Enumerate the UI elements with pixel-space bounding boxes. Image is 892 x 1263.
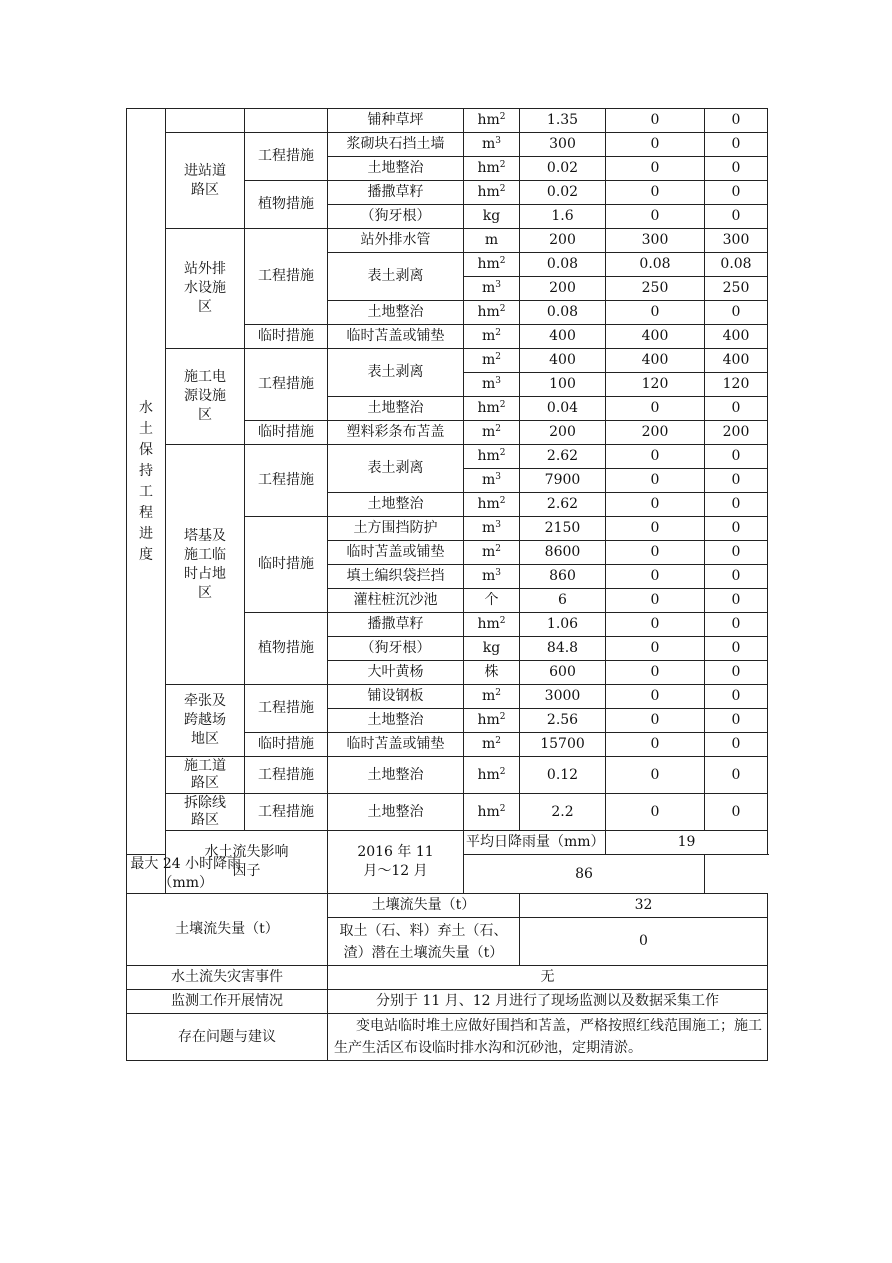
value-cell: 0: [705, 589, 768, 613]
value-cell: 0.08: [705, 253, 768, 277]
value-cell: 200: [520, 421, 606, 445]
value-cell: 400: [520, 325, 606, 349]
value-cell: 0: [606, 733, 705, 757]
monitor-value: 分别于 11 月、12 月进行了现场监测以及数据采集工作: [328, 990, 768, 1014]
value-cell: 400: [606, 349, 705, 373]
value-cell: 0: [705, 181, 768, 205]
value-cell: 0: [606, 517, 705, 541]
item-cell: （狗牙根）: [328, 637, 464, 661]
section-char: 程: [139, 504, 153, 521]
unit-cell: $hm^2$: [464, 794, 520, 831]
value-cell: 0: [606, 613, 705, 637]
value-cell: 300: [520, 133, 606, 157]
unit-cell: $m^2$: [464, 733, 520, 757]
item-cell: 铺设钢板: [328, 685, 464, 709]
value-cell: 200: [606, 421, 705, 445]
type-cell: 临时措施: [245, 517, 328, 613]
value-cell: 7900: [520, 469, 606, 493]
issues-value: 变电站临时堆土应做好围挡和苫盖，严格按照红线范围施工；施工生产生活区布设临时排水沟和沉砂池，定期清淤。: [328, 1014, 768, 1061]
item-cell: 填土编织袋拦挡: [328, 565, 464, 589]
value-cell: 250: [705, 277, 768, 301]
type-cell: 工程措施: [245, 229, 328, 325]
table-row: [127, 757, 768, 794]
unit-cell: $hm^2$: [464, 109, 520, 133]
value-cell: 0: [606, 637, 705, 661]
item-cell: （狗牙根）: [328, 205, 464, 229]
section-label-text: [129, 398, 163, 566]
area-cell: 站外排水设施区: [166, 229, 245, 349]
table-row: [127, 966, 768, 990]
soil-conservation-progress-table: [126, 108, 768, 1061]
value-cell: 0: [606, 493, 705, 517]
value-cell: 0: [606, 541, 705, 565]
value-cell: 400: [705, 349, 768, 373]
unit-cell: $hm^2$: [464, 253, 520, 277]
section-label: [127, 109, 166, 855]
value-cell: 84.8: [520, 637, 606, 661]
type-cell: [245, 109, 328, 133]
unit-cell: m: [464, 229, 520, 253]
unit-cell: $m^2$: [464, 421, 520, 445]
item-cell: 站外排水管: [328, 229, 464, 253]
area-cell: [166, 109, 245, 133]
value-cell: 0: [606, 589, 705, 613]
unit-cell: $hm^2$: [464, 181, 520, 205]
value-cell: 0: [705, 517, 768, 541]
section-char: 持: [139, 462, 153, 479]
unit-cell: kg: [464, 205, 520, 229]
issues-label: 存在问题与建议: [127, 1014, 328, 1061]
type-cell: 工程措施: [245, 757, 328, 794]
unit-cell: $m^3$: [464, 517, 520, 541]
value-cell: 1.06: [520, 613, 606, 637]
type-cell: 工程措施: [245, 794, 328, 831]
unit-cell: $m^3$: [464, 565, 520, 589]
type-cell: 工程措施: [245, 349, 328, 421]
value-cell: 0: [606, 181, 705, 205]
table-row: [127, 1014, 768, 1061]
type-cell: 工程措施: [245, 445, 328, 517]
value-cell: 0: [705, 637, 768, 661]
soil-loss-sub2-label: 取土（石、料）弃土（石、渣）潜在土壤流失量（t）: [328, 918, 520, 966]
rain-avg-label: 平均日降雨量（mm）: [464, 831, 606, 855]
item-cell: 塑料彩条布苫盖: [328, 421, 464, 445]
value-cell: 0: [705, 661, 768, 685]
value-cell: 0: [705, 757, 768, 794]
value-cell: 0: [705, 541, 768, 565]
value-cell: 1.6: [520, 205, 606, 229]
value-cell: 0: [705, 565, 768, 589]
value-cell: 0.12: [520, 757, 606, 794]
item-cell: 土地整治: [328, 709, 464, 733]
item-cell: 土地整治: [328, 397, 464, 421]
factor-label: 水土流失影响因子: [166, 831, 328, 894]
unit-cell: $m^2$: [464, 685, 520, 709]
item-cell: 表土剥离: [328, 253, 464, 301]
table-row: [127, 349, 768, 373]
value-cell: 0: [705, 133, 768, 157]
value-cell: 0: [705, 205, 768, 229]
monitor-label: 监测工作开展情况: [127, 990, 328, 1014]
unit-cell: $hm^2$: [464, 301, 520, 325]
type-cell: 临时措施: [245, 421, 328, 445]
value-cell: 300: [705, 229, 768, 253]
value-cell: 0: [705, 157, 768, 181]
disaster-value: 无: [328, 966, 768, 990]
value-cell: 15700: [520, 733, 606, 757]
type-cell: 临时措施: [245, 325, 328, 349]
item-cell: 土方围挡防护: [328, 517, 464, 541]
value-cell: 3000: [520, 685, 606, 709]
unit-cell: $hm^2$: [464, 157, 520, 181]
value-cell: 0: [705, 301, 768, 325]
value-cell: 100: [520, 373, 606, 397]
value-cell: 300: [606, 229, 705, 253]
unit-cell: $hm^2$: [464, 613, 520, 637]
value-cell: 0: [606, 794, 705, 831]
value-cell: 0.02: [520, 181, 606, 205]
value-cell: 0.08: [520, 301, 606, 325]
rain-avg-value: 19: [606, 831, 768, 855]
value-cell: 0: [606, 709, 705, 733]
rain-max-value: 86: [464, 855, 705, 894]
table-row: [127, 894, 768, 918]
section-char: 工: [139, 483, 153, 500]
unit-cell: $m^3$: [464, 133, 520, 157]
value-cell: 0: [705, 493, 768, 517]
value-cell: 0: [606, 565, 705, 589]
soil-loss-sub1-value: 32: [520, 894, 768, 918]
type-cell: 植物措施: [245, 613, 328, 685]
item-cell: 土地整治: [328, 301, 464, 325]
value-cell: 2.2: [520, 794, 606, 831]
value-cell: 120: [606, 373, 705, 397]
value-cell: 400: [705, 325, 768, 349]
value-cell: 200: [705, 421, 768, 445]
table-row: [127, 445, 768, 469]
unit-cell: $m^3$: [464, 277, 520, 301]
value-cell: 0: [606, 661, 705, 685]
unit-cell: $hm^2$: [464, 709, 520, 733]
item-cell: 土地整治: [328, 493, 464, 517]
section-char: 土: [139, 420, 153, 437]
item-cell: 铺种草坪: [328, 109, 464, 133]
value-cell: 0: [705, 709, 768, 733]
type-cell: 工程措施: [245, 685, 328, 733]
value-cell: 0: [705, 109, 768, 133]
item-cell: 灌柱桩沉沙池: [328, 589, 464, 613]
value-cell: 400: [606, 325, 705, 349]
area-cell: 牵张及跨越场地区: [166, 685, 245, 757]
section-char: 度: [139, 546, 153, 563]
section-char: 水: [139, 399, 153, 416]
item-cell: 土地整治: [328, 794, 464, 831]
unit-cell: $hm^2$: [464, 397, 520, 421]
unit-cell: $m^2$: [464, 349, 520, 373]
value-cell: 0: [606, 157, 705, 181]
unit-cell: $m^3$: [464, 469, 520, 493]
section-char: 保: [139, 441, 153, 458]
value-cell: 250: [606, 277, 705, 301]
unit-cell: kg: [464, 637, 520, 661]
value-cell: 0: [606, 397, 705, 421]
value-cell: 200: [520, 229, 606, 253]
table-row: [127, 831, 768, 855]
type-cell: 植物措施: [245, 181, 328, 229]
value-cell: 8600: [520, 541, 606, 565]
value-cell: 0: [705, 613, 768, 637]
factor-period: 2016 年 11 月～12 月: [328, 831, 464, 894]
value-cell: 0: [606, 469, 705, 493]
value-cell: 120: [705, 373, 768, 397]
item-cell: 浆砌块石挡土墙: [328, 133, 464, 157]
item-cell: 土地整治: [328, 757, 464, 794]
unit-cell: 个: [464, 589, 520, 613]
area-cell: 进站道路区: [166, 133, 245, 229]
item-cell: 土地整治: [328, 157, 464, 181]
unit-cell: $hm^2$: [464, 757, 520, 794]
unit-cell: $m^2$: [464, 325, 520, 349]
value-cell: 200: [520, 277, 606, 301]
table-row: [127, 685, 768, 709]
value-cell: 0: [606, 205, 705, 229]
unit-cell: $hm^2$: [464, 445, 520, 469]
value-cell: 0.02: [520, 157, 606, 181]
value-cell: 0: [705, 469, 768, 493]
area-cell: 拆除线路区: [166, 794, 245, 831]
value-cell: 2.62: [520, 493, 606, 517]
value-cell: 0: [705, 685, 768, 709]
value-cell: 0: [606, 685, 705, 709]
table-row: [127, 990, 768, 1014]
value-cell: 2.62: [520, 445, 606, 469]
table-row: [127, 794, 768, 831]
value-cell: 860: [520, 565, 606, 589]
item-cell: 临时苫盖或铺垫: [328, 541, 464, 565]
table-row: [127, 229, 768, 253]
table-row: [127, 109, 768, 133]
section-char: 进: [139, 525, 153, 542]
unit-cell: $m^3$: [464, 373, 520, 397]
value-cell: 0: [606, 445, 705, 469]
rain-max-label: 最大 24 小时降雨（mm）: [127, 855, 245, 894]
value-cell: 0.04: [520, 397, 606, 421]
type-cell: 工程措施: [245, 133, 328, 181]
unit-cell: $m^2$: [464, 541, 520, 565]
item-cell: 播撒草籽: [328, 181, 464, 205]
value-cell: 0: [705, 397, 768, 421]
table-row: [127, 133, 768, 157]
value-cell: 1.35: [520, 109, 606, 133]
value-cell: 0: [705, 794, 768, 831]
value-cell: 400: [520, 349, 606, 373]
area-cell: 施工道路区: [166, 757, 245, 794]
disaster-label: 水土流失灾害事件: [127, 966, 328, 990]
soil-loss-sub1-label: 土壤流失量（t）: [328, 894, 520, 918]
unit-cell: $hm^2$: [464, 493, 520, 517]
item-cell: 大叶黄杨: [328, 661, 464, 685]
item-cell: 临时苫盖或铺垫: [328, 325, 464, 349]
item-cell: 表土剥离: [328, 445, 464, 493]
soil-loss-sub2-value: 0: [520, 918, 768, 966]
value-cell: 600: [520, 661, 606, 685]
value-cell: 0.08: [606, 253, 705, 277]
type-cell: 临时措施: [245, 733, 328, 757]
value-cell: 0: [606, 757, 705, 794]
value-cell: 2.56: [520, 709, 606, 733]
value-cell: 0.08: [520, 253, 606, 277]
unit-cell: 株: [464, 661, 520, 685]
item-cell: 表土剥离: [328, 349, 464, 397]
value-cell: 2150: [520, 517, 606, 541]
value-cell: 0: [705, 733, 768, 757]
value-cell: 6: [520, 589, 606, 613]
soil-loss-label: 土壤流失量（t）: [127, 894, 328, 966]
item-cell: 播撒草籽: [328, 613, 464, 637]
area-cell: 施工电源设施区: [166, 349, 245, 445]
area-cell: 塔基及施工临时占地区: [166, 445, 245, 685]
value-cell: 0: [606, 109, 705, 133]
value-cell: 0: [606, 133, 705, 157]
value-cell: 0: [606, 301, 705, 325]
value-cell: 0: [705, 445, 768, 469]
item-cell: 临时苫盖或铺垫: [328, 733, 464, 757]
